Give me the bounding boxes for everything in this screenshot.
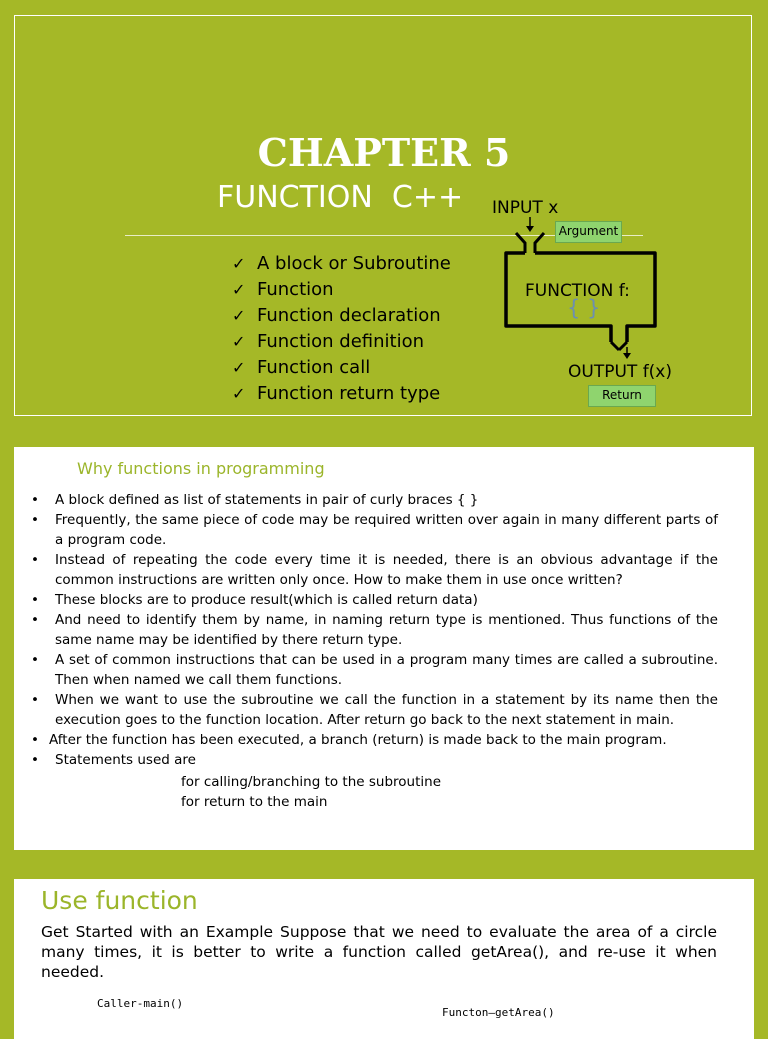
bullet-icon: • — [31, 612, 39, 628]
bullet-icon: • — [31, 752, 39, 768]
list-item: • And need to identify them by name, in naming return type is mentioned. Thus functions of the same name may be identified by there return type. — [31, 612, 718, 648]
chapter-title: CHAPTER 5 — [257, 130, 511, 175]
braces-text: { } — [567, 296, 601, 320]
topic-item: ✓ Function — [232, 278, 334, 300]
bullet-icon: • — [31, 512, 39, 528]
function-label: FUNCTION f: — [525, 281, 630, 301]
list-item: • After the function has been executed, a branch (return) is made back to the main program. — [31, 732, 667, 748]
topic-item: ✓ Function declaration — [232, 304, 441, 326]
output-label: OUTPUT f(x) — [568, 362, 673, 382]
checkmark-icon: ✓ — [232, 305, 246, 325]
bullet-icon: • — [31, 732, 39, 748]
checkmark-icon: ✓ — [232, 383, 246, 403]
why-heading: Why functions in programming — [77, 459, 325, 478]
input-label: INPUT x — [492, 198, 559, 218]
bullet-list — [28, 490, 718, 770]
callee-label: Functon—getArea() — [442, 1006, 555, 1019]
use-function-slide — [14, 879, 754, 1039]
caller-label: Caller-main() — [97, 997, 184, 1010]
list-item: • A block defined as list of statements in pair of curly braces { } — [31, 492, 479, 508]
return-tag: Return — [588, 385, 656, 407]
topic-item: ✓ A block or Subroutine — [232, 252, 451, 274]
list-item: • Statements used are — [31, 752, 196, 768]
use-function-paragraph: Get Started with an Example Suppose that we need to evaluate the area of a circle many times, it is better to write a function called getArea(), and re-use it when needed. — [41, 923, 717, 981]
use-function-heading: Use function — [41, 886, 198, 915]
topic-item: ✓ Function definition — [232, 330, 425, 352]
bullet-icon: • — [31, 552, 39, 568]
sub-line-return: for return to the main — [181, 794, 328, 810]
checkmark-icon: ✓ — [232, 331, 246, 351]
topic-item: ✓ Function return type — [232, 382, 441, 404]
list-item: • These blocks are to produce result(which is called return data) — [31, 592, 478, 608]
argument-tag: Argument — [555, 221, 622, 243]
list-item: • When we want to use the subroutine we call the function in a statement by its name then the execution goes to the function location. After return go back to the next statement in main. — [31, 692, 718, 728]
list-item: • Frequently, the same piece of code may be required written over again in many different parts of a program code. — [31, 512, 718, 548]
bullet-icon: • — [31, 652, 39, 668]
checkmark-icon: ✓ — [232, 357, 246, 377]
function-subtitle: FUNCTION C++ — [217, 180, 464, 215]
bullet-icon: • — [31, 592, 39, 608]
list-item: • A set of common instructions that can be used in a program many times are called a subroutine. Then when named we call them functions. — [31, 652, 718, 688]
sub-line-calling: for calling/branching to the subroutine — [181, 774, 441, 790]
bullet-icon: • — [31, 692, 39, 708]
topic-item: ✓ Function call — [232, 356, 371, 378]
list-item: • Instead of repeating the code every time it is needed, there is an obvious advantage if the common instructions are written only once. How to make them in use once written? — [31, 552, 718, 588]
why-functions-slide — [14, 447, 754, 850]
topic-list — [232, 250, 451, 406]
bullet-icon: • — [31, 492, 39, 508]
checkmark-icon: ✓ — [232, 279, 246, 299]
checkmark-icon: ✓ — [232, 253, 246, 273]
